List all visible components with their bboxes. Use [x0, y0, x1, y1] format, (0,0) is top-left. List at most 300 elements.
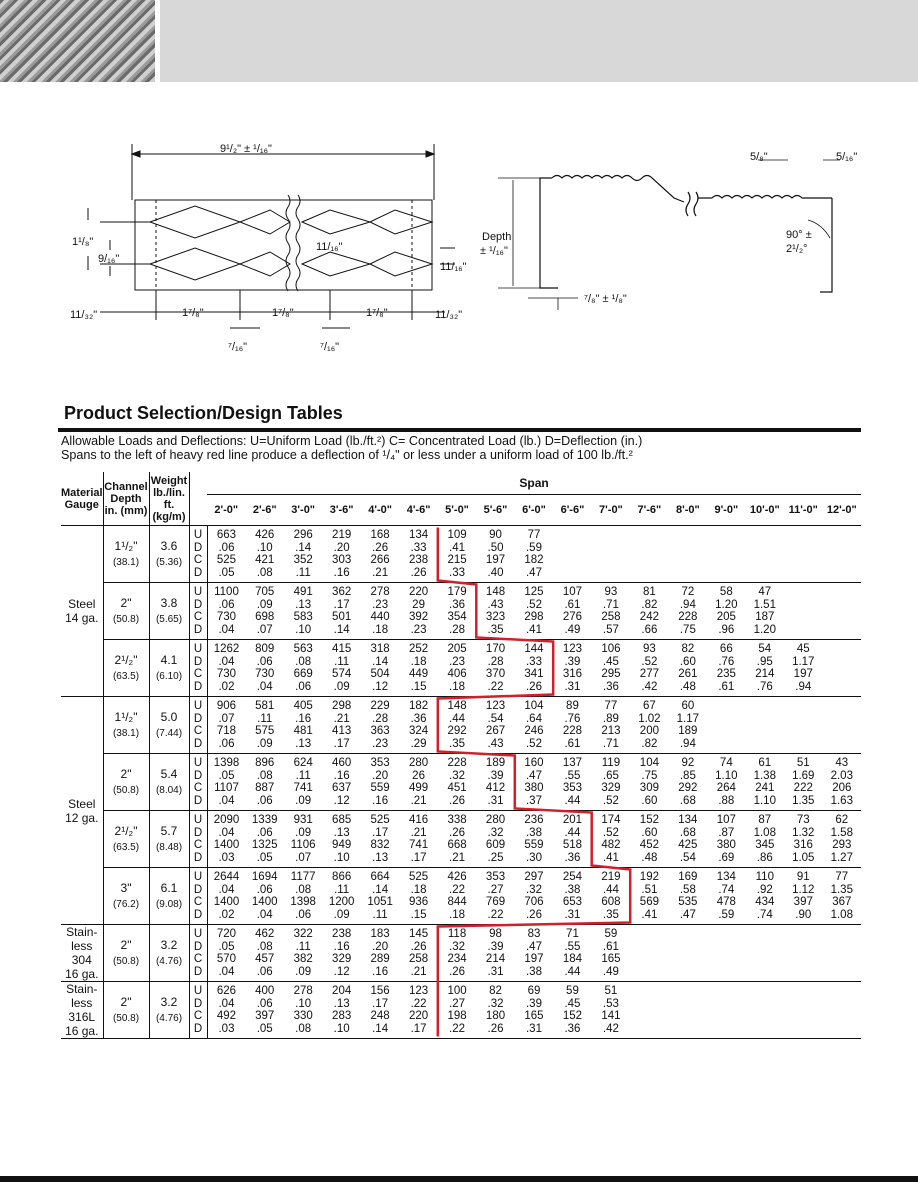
- value-u: 426: [255, 529, 275, 541]
- value-c: 397: [255, 1010, 275, 1022]
- weight-kg: (8.48): [155, 841, 183, 853]
- span-cell: [669, 811, 707, 868]
- value-c: 1107: [214, 782, 239, 794]
- span-header: 4'-6": [399, 495, 437, 526]
- value-u: 109: [447, 529, 467, 541]
- value-d2: .41: [602, 851, 619, 864]
- value-c: 370: [485, 668, 506, 680]
- udcd-letter: U: [193, 871, 203, 883]
- material-line: 14 ga.: [65, 611, 99, 625]
- span-cell: [476, 583, 514, 640]
- value-u: 1339: [251, 814, 278, 826]
- span-cell: [553, 925, 591, 982]
- channel-depth: [103, 982, 149, 1039]
- span-cell: [592, 868, 630, 925]
- value-c: 478: [716, 896, 736, 908]
- value-c: 440: [370, 611, 390, 623]
- value-d: [592, 542, 630, 555]
- value-d: .04: [218, 883, 235, 896]
- value-u: 47: [758, 586, 772, 598]
- span-cell: [784, 754, 822, 811]
- span-header: 2'-6": [245, 495, 283, 526]
- value-d: .06: [256, 655, 273, 668]
- value-u: 71: [566, 928, 579, 940]
- span-cell: [438, 526, 476, 583]
- value-d2: .66: [641, 623, 658, 636]
- udcd-letter: D: [193, 794, 203, 807]
- value-u: [669, 928, 707, 941]
- value-u: 297: [524, 871, 544, 883]
- value-d: .76: [564, 712, 581, 725]
- value-u: [630, 529, 668, 542]
- span-cell: [207, 811, 245, 868]
- value-c: 363: [370, 725, 390, 737]
- span-cell: [515, 925, 553, 982]
- value-u: 426: [447, 871, 467, 883]
- value-d: .27: [487, 883, 504, 896]
- value-u: 174: [601, 814, 621, 826]
- value-c: [784, 1010, 822, 1023]
- value-u: 318: [370, 643, 390, 655]
- value-c: [784, 953, 822, 966]
- value-d: .04: [218, 826, 235, 839]
- value-d2: .49: [564, 623, 581, 636]
- value-c: [669, 953, 707, 966]
- grate-dim-11-32-right: 11/₃₂": [435, 309, 463, 321]
- value-u: 152: [639, 814, 659, 826]
- span-cell: [399, 925, 437, 982]
- span-cell: [784, 583, 822, 640]
- value-d2: .17: [410, 851, 427, 864]
- value-u: 663: [216, 529, 237, 541]
- span-cell: [399, 868, 437, 925]
- value-c: 277: [639, 668, 659, 680]
- value-u: 906: [216, 700, 237, 712]
- value-d2: .47: [525, 566, 542, 579]
- value-c: 367: [832, 896, 852, 908]
- value-d: .18: [410, 655, 427, 668]
- span-cell: [361, 640, 399, 697]
- value-d: 1.12: [792, 883, 815, 896]
- value-d: .36: [449, 598, 466, 611]
- span-cell: [784, 982, 822, 1039]
- span-cell: [361, 811, 399, 868]
- value-u: 664: [370, 871, 390, 883]
- value-d2: .22: [487, 908, 504, 921]
- grate-dim-7-16-b: ⁷/₁₆": [320, 341, 340, 353]
- value-d: [630, 542, 668, 555]
- value-c: 706: [524, 896, 544, 908]
- udcd-letter: C: [193, 839, 203, 851]
- value-u: 581: [255, 700, 275, 712]
- value-u: 123: [562, 643, 583, 655]
- value-d: .05: [218, 940, 235, 953]
- value-c: 213: [601, 725, 621, 737]
- value-u: 66: [719, 643, 733, 655]
- value-c: 1400: [251, 896, 278, 908]
- value-d2: .52: [602, 794, 619, 807]
- value-c: [707, 953, 745, 966]
- span-cell: [476, 982, 514, 1039]
- span-cell: [284, 868, 322, 925]
- value-d: [669, 941, 707, 954]
- udcd-letter: D: [193, 655, 203, 668]
- grate-dim-1-7-8-c: 1⁷/₈": [366, 307, 388, 319]
- value-c: 206: [832, 782, 852, 794]
- value-u: 205: [447, 643, 467, 655]
- span-cell: [669, 925, 707, 982]
- span-cell: [361, 583, 399, 640]
- value-c: 141: [601, 1010, 621, 1022]
- value-u: [746, 985, 784, 998]
- value-u: 353: [370, 757, 390, 769]
- value-d: [823, 998, 862, 1011]
- value-c: 316: [793, 839, 813, 851]
- weight-lb: 5.7: [160, 823, 178, 838]
- grate-dim-11-16-center: 11/₁₆": [316, 241, 343, 253]
- value-d2: .54: [679, 851, 696, 864]
- table-row: [61, 583, 861, 640]
- value-u: 1262: [213, 643, 240, 655]
- value-d: .87: [718, 826, 735, 839]
- value-u: 491: [293, 586, 313, 598]
- table-row: [61, 697, 861, 754]
- value-d2: .96: [718, 623, 735, 636]
- span-cell: [515, 811, 553, 868]
- span-cell: [784, 640, 822, 697]
- value-c: 220: [408, 1010, 429, 1022]
- value-c: 309: [639, 782, 659, 794]
- udcd-letter: D: [193, 769, 203, 782]
- udcd-letter: D: [193, 940, 203, 953]
- value-c: 449: [408, 668, 429, 680]
- value-d2: [823, 966, 862, 979]
- value-c: 730: [216, 668, 237, 680]
- bottom-rule: [0, 1176, 918, 1182]
- value-c: 741: [293, 782, 313, 794]
- span-cell: [553, 697, 591, 754]
- udcd-labels: [189, 526, 207, 583]
- span-cell: [245, 754, 283, 811]
- grating-plan-diagram: [60, 140, 467, 365]
- value-d2: .48: [679, 680, 696, 693]
- value-u: 353: [485, 871, 506, 883]
- value-d: [707, 713, 745, 726]
- value-d2: .43: [487, 737, 504, 750]
- value-u: [784, 928, 822, 941]
- span-cell: [630, 982, 668, 1039]
- span-cell: [399, 754, 437, 811]
- span-cell: [823, 583, 862, 640]
- value-c: 832: [370, 839, 390, 851]
- udcd-letter: D: [193, 737, 203, 750]
- span-cell: [592, 526, 630, 583]
- span-cell: [476, 868, 514, 925]
- value-d2: .21: [449, 851, 466, 864]
- weight-lb: 6.1: [160, 880, 178, 895]
- span-cell: [207, 583, 245, 640]
- udcd-letter: D: [193, 541, 203, 554]
- value-d2: .14: [372, 1022, 389, 1035]
- value-d2: .88: [718, 794, 735, 807]
- span-cell: [399, 583, 437, 640]
- value-d: [784, 713, 822, 726]
- udcd-letter: D: [193, 1022, 203, 1035]
- value-d: .28: [487, 655, 504, 668]
- value-c: 235: [716, 668, 736, 680]
- value-c: 668: [447, 839, 467, 851]
- value-d2: .09: [256, 737, 273, 750]
- udcd-letter: C: [193, 611, 203, 623]
- span-cell: [746, 526, 784, 583]
- value-d2: .36: [602, 680, 619, 693]
- weight-lb: 3.6: [160, 538, 178, 553]
- span-cell: [322, 811, 360, 868]
- value-u: [669, 529, 707, 542]
- value-d: [707, 998, 745, 1011]
- span-cell: [592, 697, 630, 754]
- value-d: .17: [372, 997, 389, 1010]
- value-u: 98: [489, 928, 502, 940]
- value-u: 362: [332, 586, 352, 598]
- value-u: 134: [408, 529, 429, 541]
- value-d2: .18: [449, 908, 466, 921]
- channel-depth: [103, 811, 149, 868]
- value-c: [823, 953, 862, 966]
- span-header: 12'-0": [823, 495, 862, 526]
- weight: [149, 754, 189, 811]
- value-c: 303: [332, 554, 352, 566]
- span-cell: [630, 697, 668, 754]
- value-u: 462: [255, 928, 275, 940]
- value-c: 266: [370, 554, 390, 566]
- udcd-letter: U: [193, 757, 203, 769]
- value-c: [784, 554, 822, 567]
- span-cell: [245, 982, 283, 1039]
- table-row: [61, 754, 861, 811]
- span-cell: [823, 925, 862, 982]
- value-d2: .31: [487, 794, 504, 807]
- span-cell: [284, 754, 322, 811]
- value-u: 170: [485, 643, 506, 655]
- span-cell: [669, 982, 707, 1039]
- value-d: .52: [602, 826, 619, 839]
- channel-depth-label: Depth: [482, 231, 512, 243]
- value-d2: .21: [410, 965, 427, 978]
- udcd-letter: C: [193, 668, 203, 680]
- value-c: 434: [755, 896, 775, 908]
- value-d: .32: [487, 997, 504, 1010]
- value-c: 345: [755, 839, 775, 851]
- span-cell: [630, 754, 668, 811]
- value-c: 205: [716, 611, 736, 623]
- value-c: 406: [447, 668, 467, 680]
- value-d: 1.58: [830, 826, 853, 839]
- value-u: 148: [485, 586, 506, 598]
- value-u: 236: [524, 814, 544, 826]
- value-d2: .04: [218, 623, 235, 636]
- span-cell: [284, 697, 322, 754]
- value-u: 148: [447, 700, 467, 712]
- span-cell: [207, 982, 245, 1039]
- value-d2: .17: [333, 737, 350, 750]
- value-d: .92: [756, 883, 773, 896]
- value-d2: 1.08: [830, 908, 853, 921]
- value-u: 59: [566, 985, 579, 997]
- channel-depth-tolerance: ± ¹/₁₆": [480, 245, 508, 257]
- channel-depth-mm: (50.8): [112, 784, 140, 796]
- value-u: 238: [332, 928, 352, 940]
- span-cell: [669, 583, 707, 640]
- channel-depth-in: 2": [120, 595, 132, 610]
- header-span: Span: [207, 472, 861, 495]
- value-u: 87: [758, 814, 772, 826]
- udcd-letter: C: [193, 896, 203, 908]
- value-d2: .42: [641, 680, 658, 693]
- span-cell: [207, 526, 245, 583]
- weight-lb: 4.1: [160, 652, 178, 667]
- value-d2: .15: [410, 680, 427, 693]
- value-u: 60: [681, 700, 695, 712]
- value-u: 72: [681, 586, 695, 598]
- table-row: [61, 811, 861, 868]
- value-d2: .12: [372, 680, 389, 693]
- value-c: [553, 554, 591, 567]
- value-u: [630, 985, 668, 998]
- value-c: 1325: [251, 839, 278, 851]
- weight: [149, 640, 189, 697]
- value-d: [746, 713, 784, 726]
- value-u: 74: [719, 757, 733, 769]
- weight: [149, 697, 189, 754]
- span-cell: [399, 640, 437, 697]
- value-u: 685: [332, 814, 352, 826]
- value-d2: .04: [256, 680, 273, 693]
- value-d: [823, 656, 862, 669]
- value-d: .11: [334, 883, 350, 896]
- value-c: 730: [216, 611, 237, 623]
- value-d2: .35: [487, 623, 504, 636]
- value-c: 425: [678, 839, 698, 851]
- notes-line-1: Allowable Loads and Deflections: U=Uniform Load (lb./ft.²) C= Concentrated Load (lb.) D=Deflection (in.): [61, 434, 643, 448]
- value-d2: [784, 966, 822, 979]
- value-d: [707, 941, 745, 954]
- value-d2: [823, 1023, 862, 1036]
- value-u: 83: [527, 928, 541, 940]
- value-c: 222: [793, 782, 813, 794]
- value-u: 525: [408, 871, 429, 883]
- value-u: 229: [370, 700, 390, 712]
- value-u: 183: [370, 928, 390, 940]
- udcd-letter: C: [193, 1010, 203, 1022]
- value-d: .47: [525, 769, 542, 782]
- value-d2: .15: [410, 908, 427, 921]
- value-u: 62: [835, 814, 849, 826]
- value-d2: .41: [641, 908, 658, 921]
- value-c: 412: [485, 782, 506, 794]
- material-line: 16 ga.: [65, 967, 99, 981]
- value-d: .13: [295, 598, 312, 611]
- value-d2: .08: [256, 566, 273, 579]
- value-u: 2644: [213, 871, 240, 883]
- value-d2: [746, 567, 784, 580]
- channel-depth-mm: (50.8): [112, 1012, 140, 1024]
- value-c: 575: [255, 725, 275, 737]
- value-d2: .36: [564, 1022, 581, 1035]
- span-cell: [823, 982, 862, 1039]
- value-c: 228: [678, 611, 698, 623]
- span-cell: [207, 868, 245, 925]
- value-d2: .82: [641, 737, 658, 750]
- value-d2: [553, 567, 591, 580]
- value-u: 1398: [213, 757, 240, 769]
- span-cell: [438, 925, 476, 982]
- value-d: .65: [602, 769, 619, 782]
- span-header: 3'-6": [322, 495, 360, 526]
- udcd-letter: U: [193, 643, 203, 655]
- value-c: 165: [601, 953, 621, 965]
- span-cell: [630, 583, 668, 640]
- value-c: 392: [408, 611, 429, 623]
- weight: [149, 868, 189, 925]
- udcd-letter: D: [193, 908, 203, 921]
- value-d: .13: [333, 997, 350, 1010]
- channel-dim-5-8: 5/₈": [750, 151, 768, 163]
- value-d: .09: [256, 598, 273, 611]
- value-u: 1100: [214, 586, 239, 598]
- value-c: 258: [408, 953, 429, 965]
- value-d: .13: [333, 826, 350, 839]
- span-cell: [746, 811, 784, 868]
- span-cell: [553, 526, 591, 583]
- value-d2: .90: [795, 908, 812, 921]
- value-d2: .68: [679, 794, 696, 807]
- value-c: 152: [562, 1010, 583, 1022]
- value-d2: .26: [525, 908, 542, 921]
- value-u: 125: [524, 586, 544, 598]
- value-d2: .02: [218, 680, 235, 693]
- value-d: .32: [487, 826, 504, 839]
- span-cell: [784, 811, 822, 868]
- udcd-letter: C: [193, 782, 203, 794]
- span-header: 7'-0": [592, 495, 630, 526]
- value-d2: [746, 966, 784, 979]
- value-d: .04: [218, 655, 235, 668]
- span-cell: [245, 868, 283, 925]
- udcd-labels: [189, 811, 207, 868]
- value-d2: [823, 681, 862, 694]
- span-header: 4'-0": [361, 495, 399, 526]
- value-c: 198: [447, 1010, 467, 1022]
- value-c: [823, 725, 862, 738]
- value-u: 45: [796, 643, 810, 655]
- value-u: 1694: [251, 871, 278, 883]
- value-c: 228: [562, 725, 583, 737]
- material-line: Steel: [68, 796, 96, 811]
- udcd-letter: D: [193, 680, 203, 693]
- value-d: .27: [449, 997, 466, 1010]
- value-c: 608: [601, 896, 621, 908]
- value-d: .39: [564, 655, 581, 668]
- value-d2: .69: [718, 851, 735, 864]
- value-c: [823, 1010, 862, 1023]
- span-cell: [438, 697, 476, 754]
- value-c: [669, 554, 707, 567]
- value-d: .05: [218, 769, 235, 782]
- value-d: 1.35: [830, 883, 853, 896]
- value-u: [630, 928, 668, 941]
- value-u: [707, 529, 745, 542]
